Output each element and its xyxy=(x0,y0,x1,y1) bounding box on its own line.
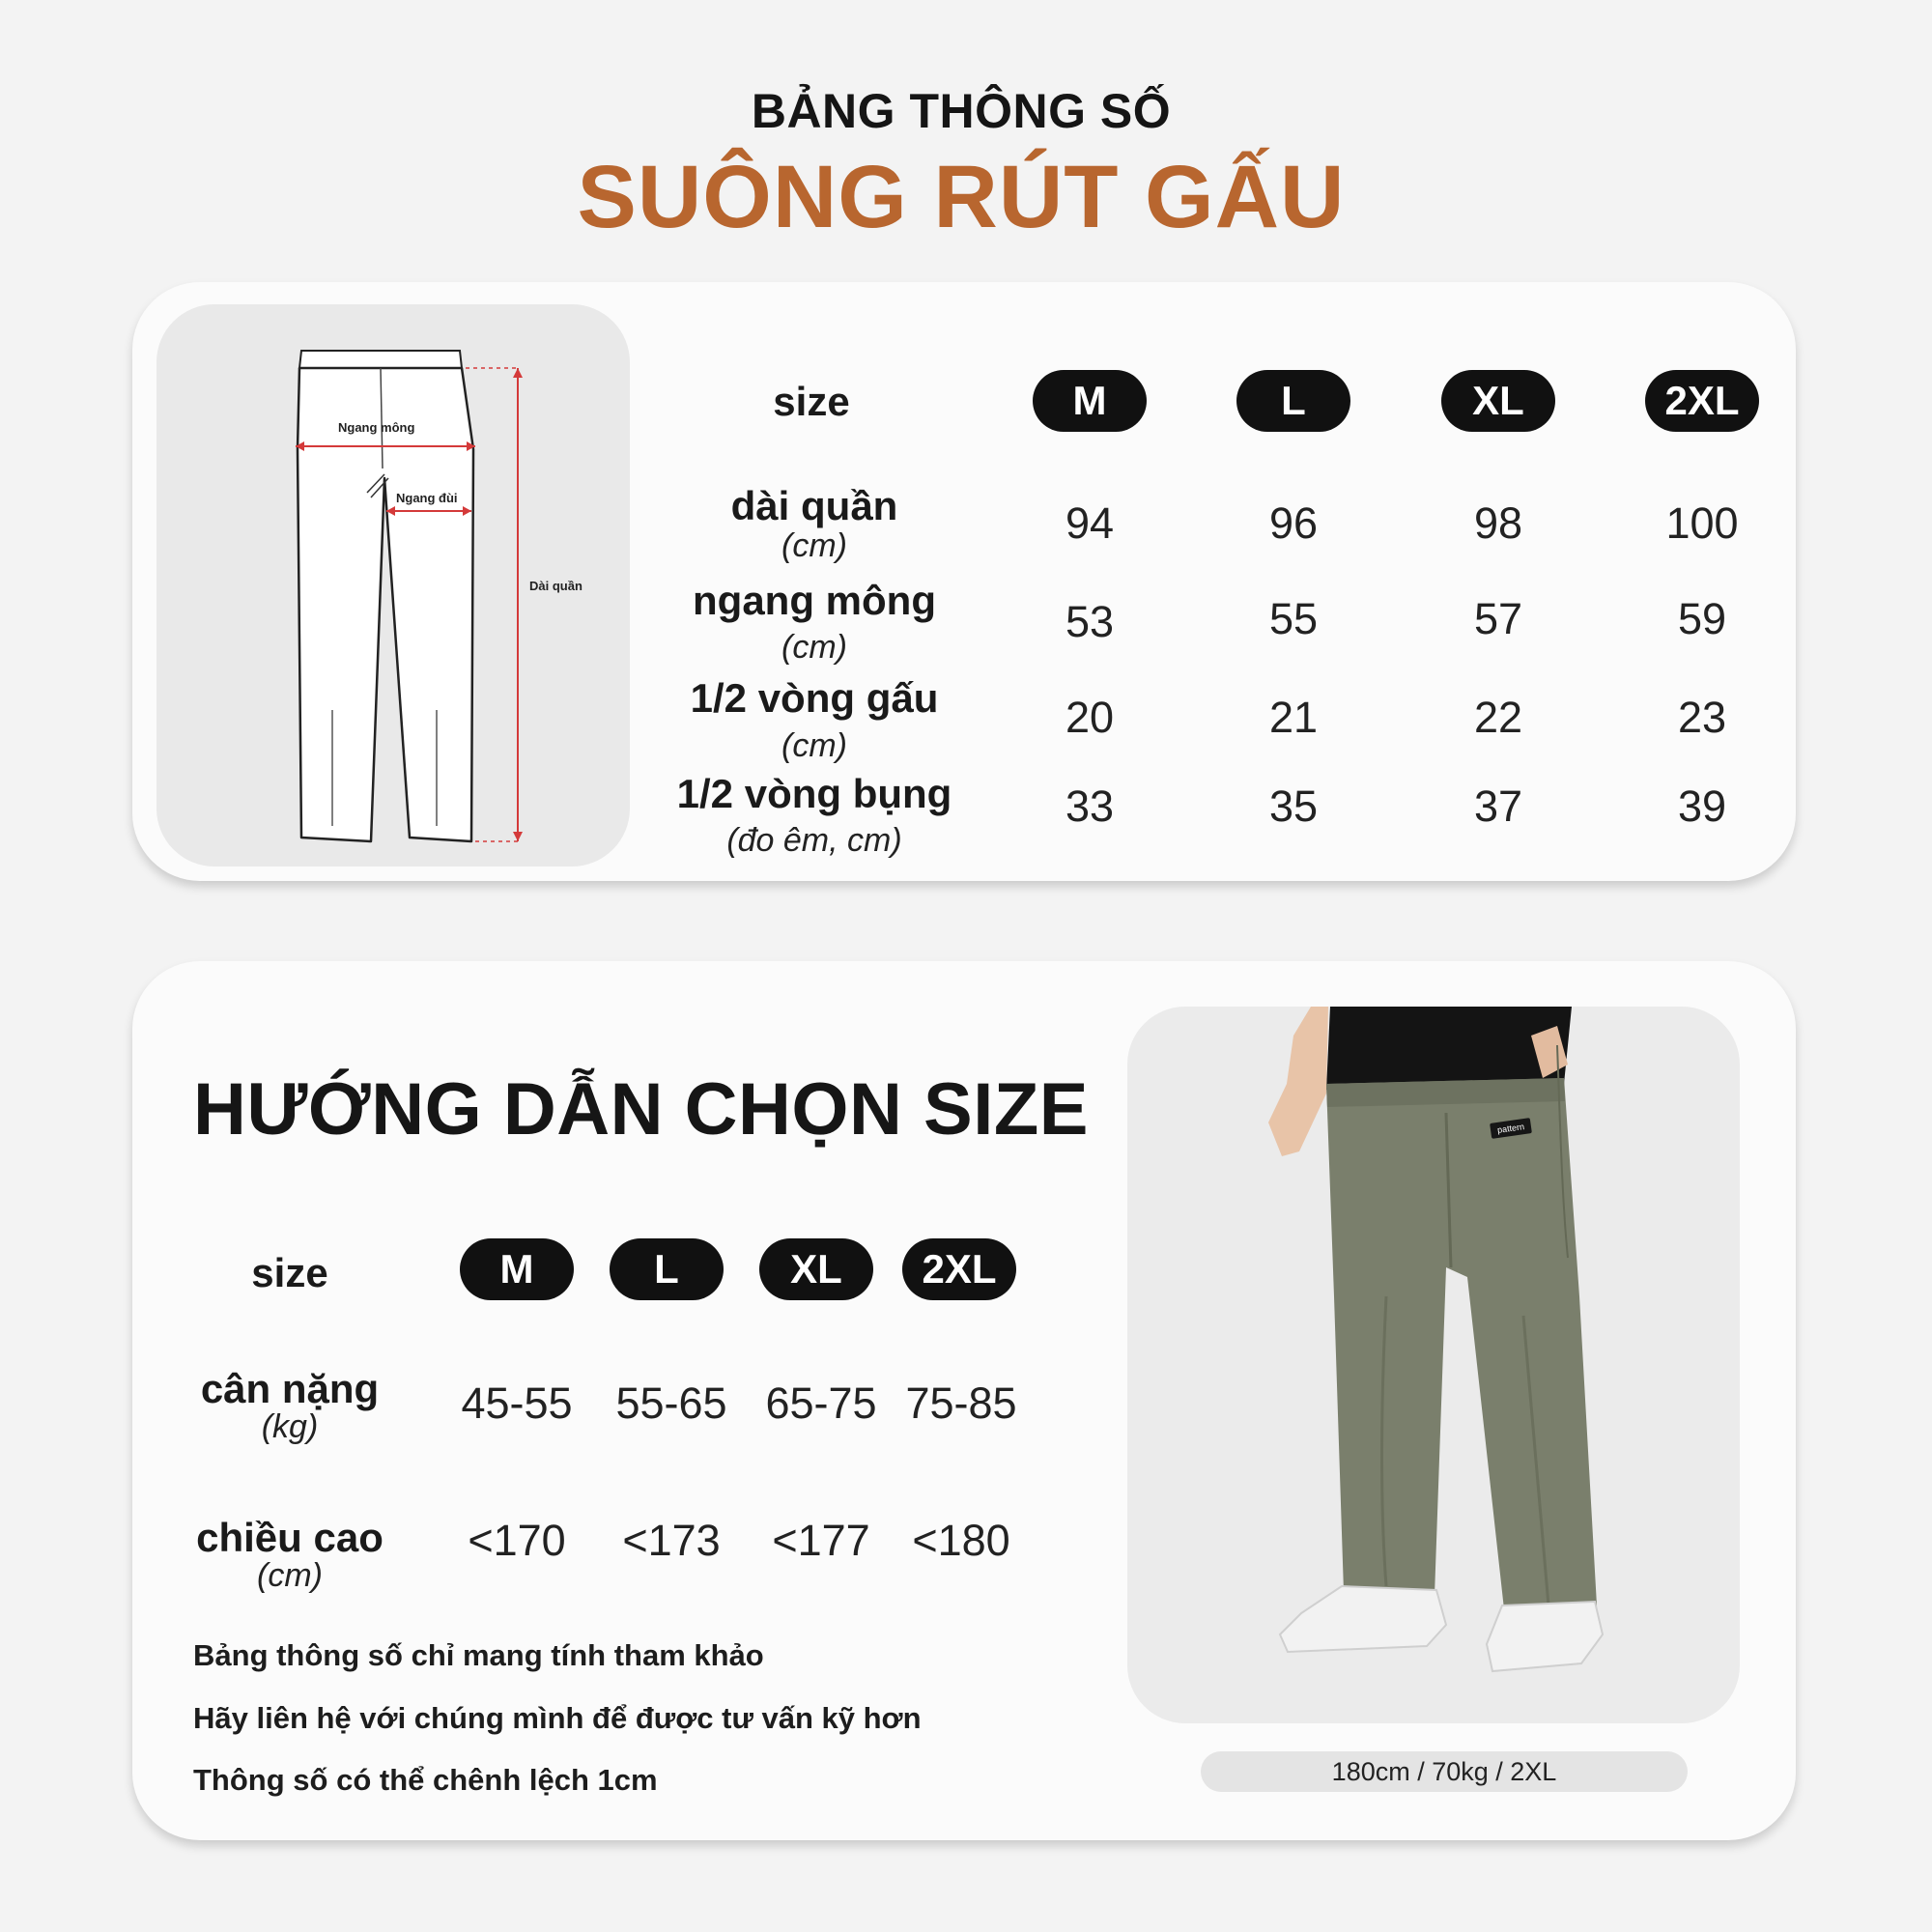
size-pill-xl: XL xyxy=(1441,370,1555,432)
guide-pill-xl: XL xyxy=(759,1238,873,1300)
model-photo xyxy=(1127,1007,1740,1723)
value-cell: 22 xyxy=(1473,693,1523,742)
row-unit-hem: (cm) xyxy=(781,727,847,764)
row-label-hip: ngang mông xyxy=(693,578,936,623)
guide-value-cell: <177 xyxy=(772,1516,870,1565)
guide-value-cell: 55-65 xyxy=(615,1378,727,1428)
value-cell: 59 xyxy=(1677,594,1727,643)
header-subtitle: BẢNG THÔNG SỐ xyxy=(751,84,1172,138)
guide-unit-weight: (kg) xyxy=(261,1408,319,1445)
guide-pill-l: L xyxy=(610,1238,724,1300)
size-pill-m: M xyxy=(1033,370,1147,432)
length-label: Dài quần xyxy=(529,579,582,593)
size-header-label: size xyxy=(773,379,850,424)
header-title: SUÔNG RÚT GẤU xyxy=(577,148,1346,246)
guide-pill-2xl: 2XL xyxy=(902,1238,1016,1300)
value-cell: 33 xyxy=(1065,781,1115,831)
guide-value-cell: 65-75 xyxy=(765,1378,877,1428)
value-cell: 98 xyxy=(1473,498,1523,548)
size-pill-l: L xyxy=(1236,370,1350,432)
guide-unit-height: (cm) xyxy=(257,1557,323,1594)
value-cell: 35 xyxy=(1268,781,1319,831)
guide-pill-m: M xyxy=(460,1238,574,1300)
hip-label: Ngang mông xyxy=(338,420,415,435)
value-cell: 94 xyxy=(1065,498,1115,548)
value-cell: 21 xyxy=(1268,693,1319,742)
value-cell: 57 xyxy=(1473,594,1523,643)
thigh-label: Ngang đùi xyxy=(396,491,458,505)
value-cell: 55 xyxy=(1268,594,1319,643)
guide-label-weight: cân nặng xyxy=(200,1366,380,1411)
row-label-length: dài quần xyxy=(730,483,898,528)
pants-diagram xyxy=(156,304,630,867)
value-cell: 37 xyxy=(1473,781,1523,831)
guide-value-cell: <170 xyxy=(468,1516,566,1565)
row-unit-length: (cm) xyxy=(781,527,847,564)
note-line: Thông số có thể chênh lệch 1cm xyxy=(193,1763,658,1797)
value-cell: 23 xyxy=(1677,693,1727,742)
model-wearing-pants-icon xyxy=(1127,1007,1740,1723)
guide-size-label: size xyxy=(251,1250,328,1295)
value-cell: 100 xyxy=(1665,498,1739,548)
value-cell: 20 xyxy=(1065,693,1115,742)
guide-value-cell: 75-85 xyxy=(905,1378,1017,1428)
model-caption: 180cm / 70kg / 2XL xyxy=(1201,1751,1688,1792)
row-unit-waist: (đo êm, cm) xyxy=(726,822,902,859)
guide-value-cell: <180 xyxy=(912,1516,1010,1565)
row-unit-hip: (cm) xyxy=(781,629,847,666)
note-line: Bảng thông số chỉ mang tính tham khảo xyxy=(193,1638,764,1672)
brand-tag: pattern xyxy=(1496,1122,1525,1135)
guide-title: HƯỚNG DẪN CHỌN SIZE xyxy=(193,1068,1089,1151)
guide-value-cell: <173 xyxy=(622,1516,721,1565)
size-pill-2xl: 2XL xyxy=(1645,370,1759,432)
guide-value-cell: 45-55 xyxy=(461,1378,573,1428)
row-label-hem: 1/2 vòng gấu xyxy=(690,675,939,721)
value-cell: 53 xyxy=(1065,597,1115,646)
row-label-waist: 1/2 vòng bụng xyxy=(676,771,952,816)
value-cell: 96 xyxy=(1268,498,1319,548)
value-cell: 39 xyxy=(1677,781,1727,831)
guide-label-height: chiều cao xyxy=(196,1515,384,1560)
note-line: Hãy liên hệ với chúng mình để được tư vấn kỹ hơn xyxy=(193,1701,922,1735)
